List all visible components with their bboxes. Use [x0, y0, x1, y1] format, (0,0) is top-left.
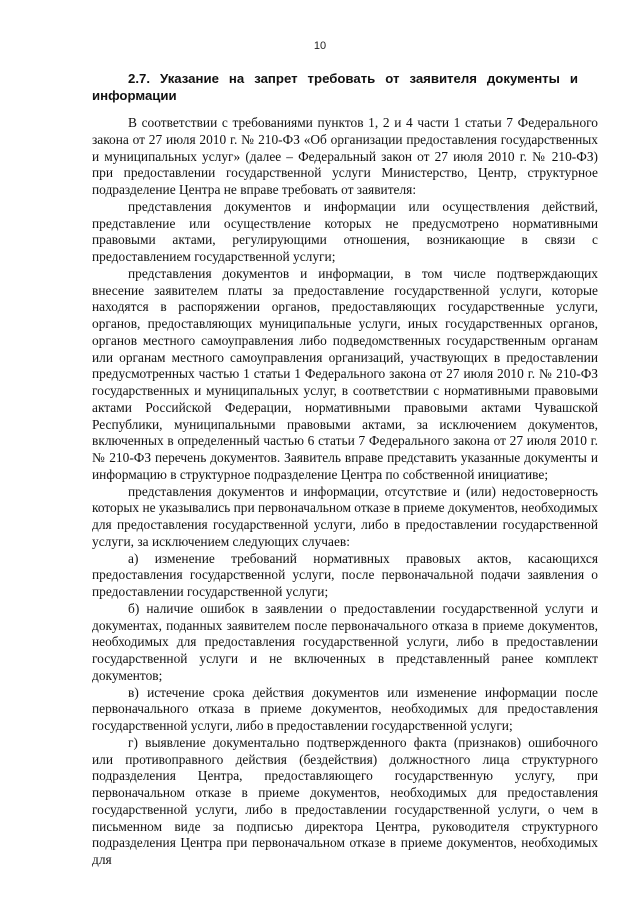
paragraph-item-3: представления документов и информации, отсутствие и (или) недостоверность которых не указывались при первоначальном отказе в приеме документов, необходимых для предоставления государственной услуги, либо в предоставлении государственной услуги, за исключением следующих случаев:	[92, 483, 598, 549]
page-number: 10	[313, 40, 327, 52]
paragraph-case-b: б) наличие ошибок в заявлении о предоставлении государственной услуги и документах, поданных заявителем после первоначального отказа в приеме документов, необходимых для предоставления государственной услуги, либо в предоставлении государственной услуги и не включенных в представленный ранее комплект документов;	[92, 600, 598, 683]
paragraph-case-a: а) изменение требований нормативных правовых актов, касающихся предоставления государственной услуги, после первоначальной подачи заявления о предоставлении государственной услуги;	[92, 550, 598, 599]
paragraph-item-1: представления документов и информации или осуществления действий, представление или осуществление которых не предусмотрено нормативными правовыми актами, регулирующими отношения, возникающие в связи с предоставлением государственной услуги;	[92, 198, 598, 264]
section-heading: 2.7. Указание на запрет требовать от заявителя документы и информации	[92, 71, 578, 103]
body-text	[92, 115, 598, 869]
paragraph-case-c: в) истечение срока действия документов или изменение информации после первоначального отказа в приеме документов, необходимых для предоставления государственной услуги, либо в предоставлении государственной услуги;	[92, 684, 598, 733]
paragraph-intro: В соответствии с требованиями пунктов 1, 2 и 4 части 1 статьи 7 Федерального закона от 27 июля 2010 г. № 210-ФЗ «Об организации предоставления государственных и муниципальных услуг» (далее – Федеральный закон от 27 июля 2010 г. № 210-ФЗ) при предоставлении государственной услуги Министерство, Центр, структурное подразделение Центра не вправе требовать от заявителя:	[92, 115, 598, 197]
paragraph-item-2: представления документов и информации, в том числе подтверждающих внесение заявителем платы за предоставление государственной услуги, которые находятся в распоряжении органов, предоставляющих государственные услуги, органов, предоставляющих муниципальные услуги, иных государственных органов, органов местного самоуправления либо подведомственных государственным органам или органам местного самоуправления организаций, участвующих в предоставлении предусмотренных частью 1 статьи 1 Федерального закона от 27 июля 2010 г. № 210-ФЗ государственных и муниципальных услуг, в соответствии с нормативными правовыми актами Российской Федерации, нормативными правовыми актами Чувашской Республики, муниципальными правовыми актами, за исключением документов, включенных в определенный частью 6 статьи 7 Федерального закона от 27 июля 2010 г. № 210-ФЗ перечень документов. Заявитель вправе представить указанные документы и информацию в структурное подразделение Центра по собственной инициативе;	[92, 265, 598, 482]
paragraph-case-d: г) выявление документально подтвержденного факта (признаков) ошибочного или противоправного действия (бездействия) должностного лица структурного подразделения Центра, предоставляющего государственную услугу, при первоначальном отказе в приеме документов, необходимых для предоставления государственной услуги, либо в предоставлении государственной услуги, о чем в письменном виде за подписью директора Центра, руководителя структурного подразделения Центра при первоначальном отказе в приеме документов, необходимых для	[92, 734, 598, 867]
